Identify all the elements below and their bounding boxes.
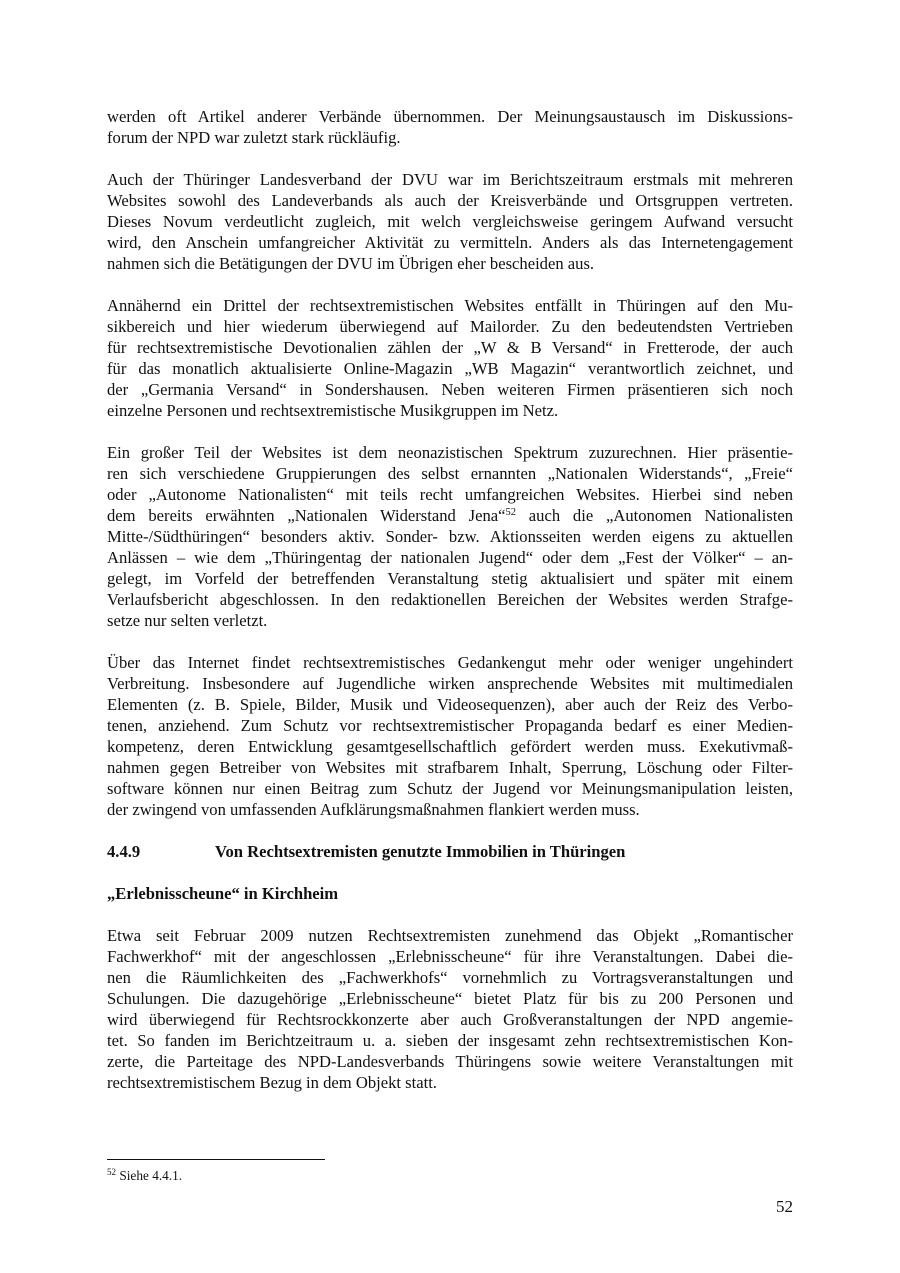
text-line: Dieses Novum verdeutlicht zugleich, mit welch vergleichsweise geringem Aufwand versucht	[107, 212, 793, 231]
text-line: für rechtsextremistische Devotionalien zählen der „W & B Versand“ in Fretterode, der auch	[107, 338, 793, 357]
footnote-divider	[107, 1159, 325, 1160]
page-number: 52	[776, 1197, 793, 1216]
text-line: kompetenz, deren Entwicklung gesamtgesellschaftlich gefördert werden muss. Exekutivmaß-	[107, 737, 793, 756]
footnote-reference[interactable]: 52	[505, 507, 516, 518]
text-line: Elementen (z. B. Spiele, Bilder, Musik und Videosequenzen), aber auch der Reiz des Verbo-	[107, 695, 793, 714]
text-line: software können nur einen Beitrag zum Schutz der Jugend vor Meinungsmanipulation leisten,	[107, 779, 793, 798]
text-line: Auch der Thüringer Landesverband der DVU war im Berichtszeitraum erstmals mit mehreren	[107, 170, 793, 189]
footnote-number: 52	[107, 1167, 116, 1177]
paragraph-music	[107, 295, 793, 421]
text-line: Ein großer Teil der Websites ist dem neonazistischen Spektrum zuzurechnen. Hier präsentie-	[107, 443, 793, 462]
text-line: für das monatlich aktualisierte Online-Magazin „WB Magazin“ verantwortlich zeichnet, und	[107, 359, 793, 378]
text-line: Über das Internet findet rechtsextremistisches Gedankengut mehr oder weniger ungehindert	[107, 653, 793, 672]
text-line: Annähernd ein Drittel der rechtsextremistischen Websites entfällt in Thüringen auf den Mu-	[107, 296, 793, 315]
text-line: forum der NPD war zuletzt stark rückläufig.	[107, 128, 401, 147]
paragraph-dvu	[107, 169, 793, 274]
footnote-text: Siehe 4.4.1.	[116, 1168, 183, 1183]
text-line: Mitte-/Südthüringen“ besonders aktiv. Sonder- bzw. Aktionsseiten werden eigens zu aktuellen	[107, 527, 793, 546]
footnote	[107, 1167, 182, 1184]
paragraph-npd-forum	[107, 106, 793, 148]
text-line: der zwingend von umfassenden Aufklärungsmaßnahmen flankiert werden muss.	[107, 800, 640, 819]
text-line: Etwa seit Februar 2009 nutzen Rechtsextremisten zunehmend das Objekt „Romantischer	[107, 926, 793, 945]
subsection-heading: „Erlebnisscheune“ in Kirchheim	[107, 884, 339, 903]
text-line: zerte, die Parteitage des NPD-Landesverbands Thüringens sowie weitere Veranstaltungen mit	[107, 1052, 793, 1071]
text-line: wird, den Anschein umfangreicher Aktivität zu vermitteln. Anders als das Internetengagement	[107, 233, 793, 252]
paragraph-internet	[107, 652, 793, 820]
text-line	[107, 505, 793, 526]
text-line: werden oft Artikel anderer Verbände übernommen. Der Meinungsaustausch im Diskussions-	[107, 107, 793, 126]
section-number: 4.4.9	[107, 842, 141, 861]
text-line: sikbereich und hier wiederum überwiegend auf Mailorder. Zu den bedeutendsten Vertrieben	[107, 317, 793, 336]
text-line: einzelne Personen und rechtsextremistische Musikgruppen im Netz.	[107, 401, 559, 420]
text-line: Websites sowohl des Landeverbands als auch der Kreisverbände und Ortsgruppen vertreten.	[107, 191, 793, 210]
text-line: nahmen sich die Betätigungen der DVU im Übrigen eher bescheiden aus.	[107, 254, 595, 273]
text-line: rechtsextremistischem Bezug in dem Objekt statt.	[107, 1073, 437, 1092]
text-line: Schulungen. Die dazugehörige „Erlebnisscheune“ bietet Platz für bis zu 200 Personen und	[107, 989, 793, 1008]
paragraph-erlebnisscheune	[107, 925, 793, 1093]
section-title: Von Rechtsextremisten genutzte Immobilien in Thüringen	[215, 842, 626, 861]
document-page	[107, 106, 793, 1114]
section-heading	[107, 841, 793, 862]
paragraph-neonazi	[107, 442, 793, 631]
text-fragment: auch die „Autonomen Nationalisten	[515, 506, 794, 525]
text-line: nen die Räumlichkeiten des „Fachwerkhofs“ vornehmlich zu Vortragsveranstaltungen und	[107, 968, 793, 987]
text-line: Fachwerkhof“ mit der angeschlossen „Erlebnisscheune“ für ihre Veranstaltungen. Dabei die-	[107, 947, 793, 966]
text-line: Verbreitung. Insbesondere auf Jugendliche wirken ansprechende Websites mit multimedialen	[107, 674, 793, 693]
text-line: tenen, anziehend. Zum Schutz vor rechtsextremistischer Propaganda bedarf es einer Medien-	[107, 716, 793, 735]
text-line: Anlässen – wie dem „Thüringentag der nationalen Jugend“ oder dem „Fest der Völker“ – an-	[107, 548, 793, 567]
text-fragment: dem bereits erwähnten „Nationalen Widerstand Jena“	[107, 506, 506, 525]
text-line: ren sich verschiedene Gruppierungen des selbst ernannten „Nationalen Widerstands“, „Freie“	[107, 464, 793, 483]
text-line: gelegt, im Vorfeld der betreffenden Veranstaltung stetig aktualisiert und später mit einem	[107, 569, 793, 588]
text-line: setze nur selten verletzt.	[107, 611, 268, 630]
text-line: der „Germania Versand“ in Sondershausen. Neben weiteren Firmen präsentieren sich noch	[107, 380, 793, 399]
text-line: oder „Autonome Nationalisten“ mit teils recht umfangreichen Websites. Hierbei sind neben	[107, 485, 793, 504]
text-line: tet. So fanden im Berichtzeitraum u. a. sieben der insgesamt zehn rechtsextremistischen Kon-	[107, 1031, 793, 1050]
text-line: wird überwiegend für Rechtsrockkonzerte aber auch Großveranstaltungen der NPD angemie-	[107, 1010, 793, 1029]
text-line: nahmen gegen Betreiber von Websites mit strafbarem Inhalt, Sperrung, Löschung oder Filter-	[107, 758, 793, 777]
text-line: Verlaufsbericht abgeschlossen. In den redaktionellen Bereichen der Websites werden Strafge-	[107, 590, 793, 609]
